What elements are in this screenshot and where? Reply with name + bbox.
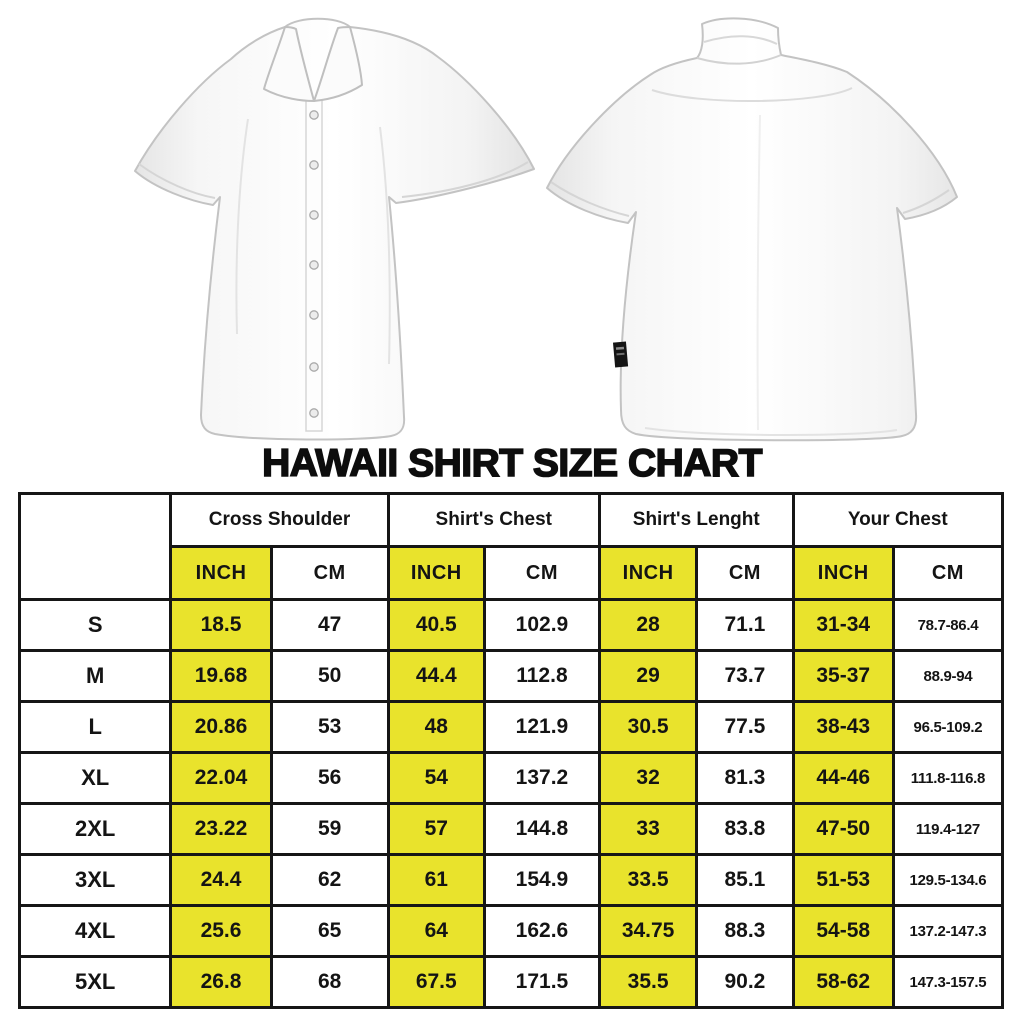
value-cell: 147.3-157.5 xyxy=(893,957,1002,1008)
table-row xyxy=(20,855,1003,906)
value-cell: 77.5 xyxy=(697,702,793,753)
value-cell: 28 xyxy=(599,600,696,651)
value-cell: 71.1 xyxy=(697,600,793,651)
value-cell: 54-58 xyxy=(793,906,893,957)
value-cell: 137.2 xyxy=(484,753,599,804)
value-cell: 59 xyxy=(271,804,388,855)
value-cell: 35.5 xyxy=(599,957,696,1008)
value-cell: 154.9 xyxy=(484,855,599,906)
group-header-shirts-chest: Shirt's Chest xyxy=(388,494,599,547)
value-cell: 129.5-134.6 xyxy=(893,855,1002,906)
unit-header-inch: INCH xyxy=(599,547,696,600)
value-cell: 26.8 xyxy=(171,957,271,1008)
shirt-size-table xyxy=(18,492,1004,1009)
value-cell: 96.5-109.2 xyxy=(893,702,1002,753)
value-cell: 62 xyxy=(271,855,388,906)
shirt-front-image xyxy=(118,4,548,450)
value-cell: 88.9-94 xyxy=(893,651,1002,702)
value-cell: 20.86 xyxy=(171,702,271,753)
group-header-shirts-lenght: Shirt's Lenght xyxy=(599,494,793,547)
unit-header-cm: CM xyxy=(271,547,388,600)
value-cell: 119.4-127 xyxy=(893,804,1002,855)
value-cell: 35-37 xyxy=(793,651,893,702)
value-cell: 23.22 xyxy=(171,804,271,855)
value-cell: 47 xyxy=(271,600,388,651)
unit-header-cm: CM xyxy=(893,547,1002,600)
value-cell: 47-50 xyxy=(793,804,893,855)
group-header-your-chest: Your Chest xyxy=(793,494,1002,547)
unit-header-cm: CM xyxy=(697,547,793,600)
value-cell: 68 xyxy=(271,957,388,1008)
value-cell: 29 xyxy=(599,651,696,702)
size-cell: L xyxy=(20,702,171,753)
value-cell: 57 xyxy=(388,804,484,855)
table-row xyxy=(20,957,1003,1008)
unit-header-inch: INCH xyxy=(171,547,271,600)
value-cell: 18.5 xyxy=(171,600,271,651)
value-cell: 30.5 xyxy=(599,702,696,753)
value-cell: 19.68 xyxy=(171,651,271,702)
size-cell: 2XL xyxy=(20,804,171,855)
value-cell: 53 xyxy=(271,702,388,753)
shirt-front-body xyxy=(135,19,534,440)
table-row xyxy=(20,753,1003,804)
value-cell: 102.9 xyxy=(484,600,599,651)
table-row xyxy=(20,906,1003,957)
table-row xyxy=(20,651,1003,702)
size-cell: XL xyxy=(20,753,171,804)
value-cell: 54 xyxy=(388,753,484,804)
value-cell: 25.6 xyxy=(171,906,271,957)
value-cell: 44-46 xyxy=(793,753,893,804)
value-cell: 51-53 xyxy=(793,855,893,906)
value-cell: 121.9 xyxy=(484,702,599,753)
value-cell: 34.75 xyxy=(599,906,696,957)
value-cell: 88.3 xyxy=(697,906,793,957)
value-cell: 81.3 xyxy=(697,753,793,804)
value-cell: 144.8 xyxy=(484,804,599,855)
value-cell: 112.8 xyxy=(484,651,599,702)
value-cell: 78.7-86.4 xyxy=(893,600,1002,651)
value-cell: 24.4 xyxy=(171,855,271,906)
shirt-back-image xyxy=(528,0,970,452)
value-cell: 32 xyxy=(599,753,696,804)
value-cell: 56 xyxy=(271,753,388,804)
value-cell: 33 xyxy=(599,804,696,855)
value-cell: 137.2-147.3 xyxy=(893,906,1002,957)
value-cell: 73.7 xyxy=(697,651,793,702)
unit-header-cm: CM xyxy=(484,547,599,600)
value-cell: 22.04 xyxy=(171,753,271,804)
size-cell: 4XL xyxy=(20,906,171,957)
value-cell: 31-34 xyxy=(793,600,893,651)
unit-header-inch: INCH xyxy=(388,547,484,600)
table-row xyxy=(20,600,1003,651)
value-cell: 171.5 xyxy=(484,957,599,1008)
value-cell: 162.6 xyxy=(484,906,599,957)
group-header-cross-shoulder: Cross Shoulder xyxy=(171,494,388,547)
shirt-back-body xyxy=(547,18,957,440)
value-cell: 83.8 xyxy=(697,804,793,855)
value-cell: 65 xyxy=(271,906,388,957)
value-cell: 111.8-116.8 xyxy=(893,753,1002,804)
size-cell: M xyxy=(20,651,171,702)
size-cell: S xyxy=(20,600,171,651)
value-cell: 58-62 xyxy=(793,957,893,1008)
page-title: HAWAII SHIRT SIZE CHART xyxy=(262,442,762,485)
value-cell: 90.2 xyxy=(697,957,793,1008)
value-cell: 48 xyxy=(388,702,484,753)
corner-cell xyxy=(20,494,171,600)
size-cell: 5XL xyxy=(20,957,171,1008)
value-cell: 67.5 xyxy=(388,957,484,1008)
table-row xyxy=(20,804,1003,855)
value-cell: 44.4 xyxy=(388,651,484,702)
value-cell: 40.5 xyxy=(388,600,484,651)
value-cell: 50 xyxy=(271,651,388,702)
value-cell: 61 xyxy=(388,855,484,906)
value-cell: 85.1 xyxy=(697,855,793,906)
size-cell: 3XL xyxy=(20,855,171,906)
value-cell: 38-43 xyxy=(793,702,893,753)
shirt-hem-tag xyxy=(613,342,628,368)
unit-header-inch: INCH xyxy=(793,547,893,600)
value-cell: 33.5 xyxy=(599,855,696,906)
value-cell: 64 xyxy=(388,906,484,957)
table-row xyxy=(20,702,1003,753)
